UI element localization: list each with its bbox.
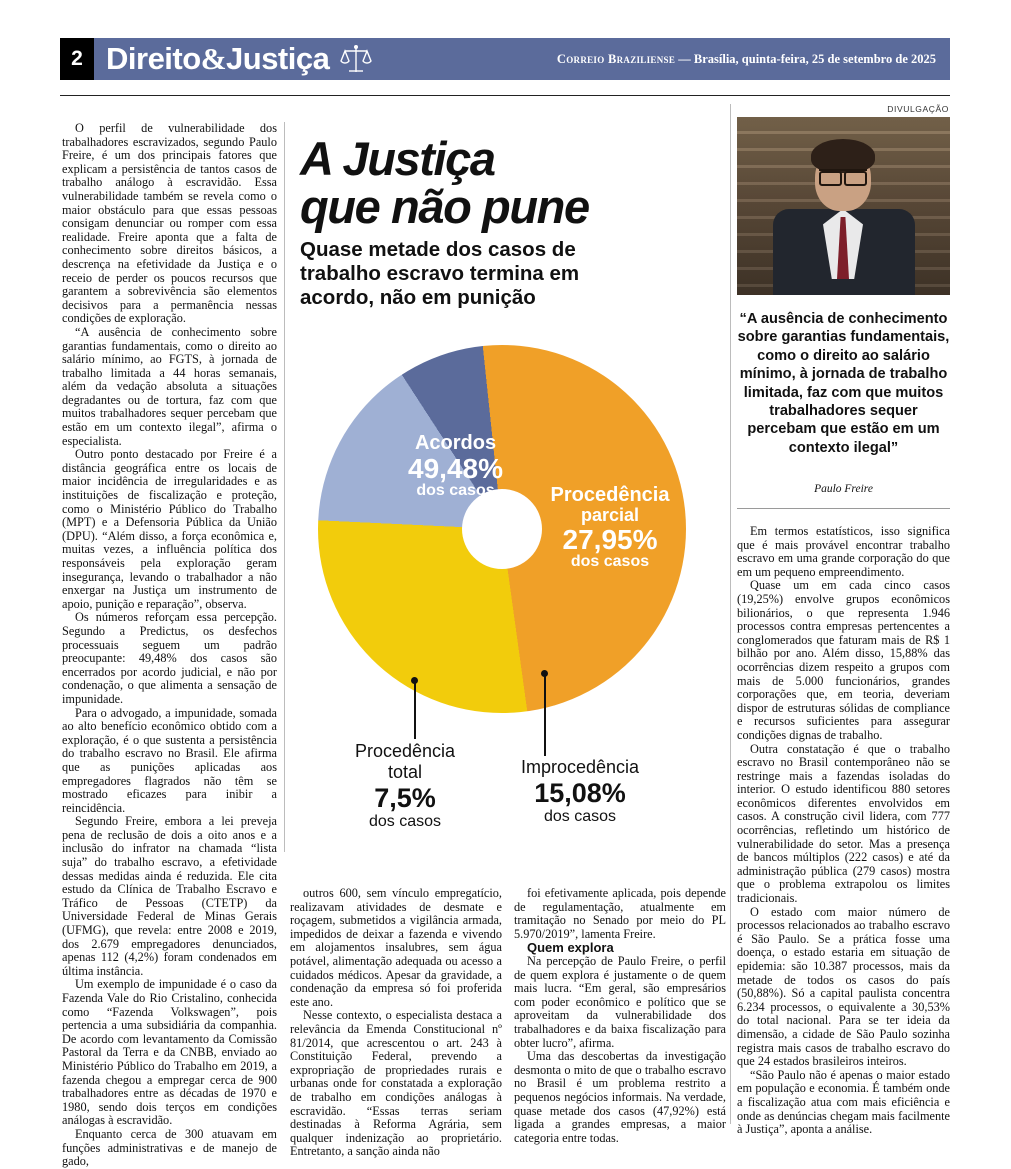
callout-total-name1: Procedência — [354, 741, 456, 761]
page-number: 2 — [60, 38, 94, 80]
section-title-second: Justiça — [226, 41, 330, 76]
portrait-photo — [737, 117, 950, 295]
header-rule — [60, 95, 950, 96]
column-divider-1 — [284, 122, 285, 852]
callout-total-sub: dos casos — [368, 813, 442, 830]
callout-total-name2: total — [387, 762, 423, 782]
section-title — [94, 41, 387, 77]
paragraph: Em termos estatísticos, isso significa que é mais provável encontrar trabalho escravo em uma grande corporação do que em um pequeno empreendimento. — [737, 524, 950, 579]
pie-label-acordos-name: Acordos — [414, 432, 497, 454]
paragraph: Na percepção de Paulo Freire, o perfil de quem explora é justamente o de quem mais lucra. “Em geral, são empresários com poder econômico e político que se aproveitam da vulnerabilidade dos trabalhadores e da baixa fiscalização para obter lucro”, afirma. — [514, 953, 726, 1050]
callout-line-improcedencia — [544, 674, 546, 756]
article-column-1 — [62, 122, 277, 1169]
paragraph: foi efetivamente aplicada, pois depende de regulamentação, atualmente em tramitação no Senado por meio do PL 5.970/2019”, lamenta Freire. — [514, 886, 726, 941]
pie-label-acordos-sub: dos casos — [416, 482, 495, 500]
pie-label-acordos-value: 49,48% — [408, 453, 503, 484]
paragraph: outros 600, sem vínculo empregatício, realizavam atividades de desmate e roçagem, submetidos a vigilância armada, impedidos de deixar a fazenda e vivendo em alojamentos insalubres, sem água potável, alimentação adequada ou acesso a cuidados médicos. Apesar da gravidade, a condenação da empresa só foi proferida este ano. — [290, 886, 502, 1009]
paragraph: Para o advogado, a impunidade, somada ao alto benefício econômico obtido com a exploração, é o que sustenta a persistência do trabalho escravo no Brasil. Ele afirma que as punições aplicadas aos empregadores flagrados não têm se mostrado eficazes para inibir a reincidência. — [62, 705, 277, 815]
paragraph: Nesse contexto, o especialista destaca a relevância da Emenda Constitucional nº 81/2014, que acrescentou o art. 243 à Constituição Federal, prevendo a expropriação de propriedades rurais e urbanas onde for constatada a exploração de trabalho em condições análogas à escravidão. “Essas terras seriam destinadas à Reforma Agrária, sem qualquer indenização ao proprietário. Entretanto, a sanção ainda não — [290, 1008, 502, 1159]
paragraph: Outra constatação é que o trabalho escravo no Brasil contemporâneo não se restringe mais a fazendas isoladas do interior. O estudo identificou 880 setores econômicos diferentes envolvidos em casos. A construção civil lidera, com 777 ocorrências, refletindo um histórico de vulnerabilidade do setor. Mas a presença de bancos múltiplos (222 casos) e até da administração pública (279 casos) mostra que o problema extrapolou os limites tradicionais. — [737, 741, 950, 906]
article-column-3 — [514, 887, 726, 1145]
article-column-4 — [737, 525, 950, 1137]
paragraph: Uma das descobertas da investigação desmonta o mito de que o trabalho escravo no Brasil é um problema restrito a pequenos negócios informais. Na verdade, quase metade dos casos (47,92%) está ligada a grandes empresas, a maior categoria entre todas. — [514, 1049, 726, 1145]
callout-improcedencia-name: Improcedência — [520, 757, 640, 777]
photo-credit: DIVULGAÇÃO — [887, 104, 949, 114]
column-divider-2 — [730, 104, 731, 1124]
headline-deck: Quase metade dos casos de trabalho escravo termina em acordo, não em punição — [300, 238, 580, 309]
paragraph: Outro ponto destacado por Freire é a distância geográfica entre os locais de maior incidência de irregularidades e as instituições de fiscalização e proteção, como o Ministério Público do Trabalho (MPT) e a Defensoria Pública da União (DPU). “Além disso, a força econômica e, muitas vezes, a influência política dos responsáveis pela exploração geram insegurança, levando o trabalhador a não enxergar na Justiça um instrumento de apoio, punição e reparação”, observa. — [62, 447, 277, 611]
article-column-2 — [290, 887, 502, 1159]
paragraph: “A ausência de conhecimento sobre garantias fundamentais, como o direito ao salário mínimo, ao FGTS, à jornada de trabalho limitada a 44 horas semanais, além da vedação absoluta a situações degradantes ou de tortura, faz com que muitos trabalhadores sequer percebam que estão em um contexto ilegal”, afirma o especialista. — [62, 324, 277, 448]
pie-label-parcial-sub: dos casos — [570, 553, 650, 571]
pie-callout-improcedencia — [465, 757, 695, 826]
paragraph: Os números reforçam essa percepção. Segundo a Predictus, os desfechos processuais seguem um padrão preocupante: 49,48% dos casos são encerrados por acordo judicial, e não por condenação, o que alimenta a sensação de impunidade. — [62, 610, 277, 706]
headline-line-1: A Justiça — [300, 132, 495, 185]
headline-line-2: que não pune — [300, 180, 589, 233]
section-subhead: Quem explora — [527, 940, 614, 956]
newspaper-name: Correio Braziliense — [556, 51, 676, 66]
paragraph: Um exemplo de impunidade é o caso da Fazenda Vale do Rio Cristalino, conhecida como “Fazenda Volkswagen”, pois pertencia a uma subsidiária da companhia. De acordo com levantamento da Comissão Pastoral da Terra e da CNBB, enviado ao Ministério Público do Trabalho em 2019, a fazenda chegou a empregar cerca de 900 trabalhadores entre as décadas de 1970 e 1980, sendo dois terços em condições análogas à escravidão. — [62, 977, 277, 1128]
callout-improcedencia-sub: dos casos — [543, 808, 617, 825]
pie-label-acordos — [368, 433, 543, 500]
paragraph: O perfil de vulnerabilidade dos trabalhadores escravizados, segundo Paulo Freire, é um dos principais fatores que explicam a persistência de tantos casos de trabalho análogo à escravidão. Essa vulnerabilidade também se revela como o maior obstáculo para que essas pessoas consigam denunciar ou romper com essa realidade. Freire aponta que a falta de conhecimento sobre direitos básicos, a descrença na efetividade da Justiça e o receio de perder os poucos recursos que garantem a sobrevivência são elementos decisivos para a permanência nessas condições de exploração. — [62, 121, 277, 326]
masthead-edition — [557, 52, 950, 67]
pull-quote-author: Paulo Freire — [814, 483, 873, 495]
pie-chart — [290, 345, 710, 865]
pie-label-parcial-value: 27,95% — [562, 523, 658, 555]
callout-improcedencia-value: 15,08% — [534, 778, 626, 808]
paragraph: O estado com maior número de processos relacionados ao trabalho escravo é São Paulo. Se a prática fosse uma doença, o estado estaria em situação de epidemia: são 10.387 processos, mais da metade de todos os casos do país (50,88%). Só a capital paulista concentra 6.234 processos, o equivalente a 30,53% do total nacional. Para se ter ideia da dimensão, a cidade de São Paulo sozinha registra mais casos de trabalho escravo do que 24 estados brasileiros inteiros. — [737, 904, 950, 1069]
masthead — [60, 38, 950, 80]
paragraph: “São Paulo não é apenas o maior estado em população e economia. É também onde a fiscalização atua com mais eficiência e onde as denúncias chegam mais facilmente à Justiça”, aponta a análise. — [737, 1067, 950, 1137]
pie-label-parcial-name1: Procedência — [550, 484, 670, 506]
pie-label-procedencia-parcial — [530, 485, 690, 571]
paragraph: Segundo Freire, embora a lei preveja pena de reclusão de dois a oito anos e a inclusão do infrator na chamada “lista suja” do trabalho escravo, a efetividade dessas medidas ainda é reduzida. Ele cita estudo da Clínica de Trabalho Escravo e Tráfico de Pessoas (CTETP) da Universidade Federal de Minas Gerais (UFMG), que revela: entre 2008 e 2019, dos 2.679 empregadores denunciados, apenas 112 (4,2%) foram condenados em última instância. — [62, 814, 277, 978]
pull-quote: “A ausência de conhecimento sobre garantias fundamentais, como o direito ao salário mínimo, à jornada de trabalho limitada, faz com que muitos trabalhadores sequer percebam que estão em um contexto ilegal” — [737, 311, 950, 456]
callout-total-value: 7,5% — [374, 783, 436, 813]
section-title-amp: & — [200, 41, 227, 76]
section-title-main: Direito — [106, 41, 201, 76]
edition-date: — Brasília, quinta-feira, 25 de setembro de 2025 — [678, 51, 936, 66]
page-title — [300, 132, 680, 233]
quote-divider — [737, 508, 950, 509]
pie-label-parcial-name2: parcial — [580, 505, 640, 525]
paragraph: Enquanto cerca de 300 atuavam em funções administrativas e de manejo de gado, — [62, 1126, 277, 1169]
scales-of-justice-icon — [339, 42, 373, 76]
paragraph: Quase um em cada cinco casos (19,25%) envolve grupos econômicos bilionários, o que representa 1.946 processos contra empresas pertencentes a conglomerados que faturam mais de R$ 1 bilhão por ano. Além disso, 15,88% das ocorrências dizem respeito a grupos com mais de 5.000 funcionários, grandes corporações que, em teoria, deveriam dispor de estruturas sólidas de compliance e recursos suficientes para assegurar condições dignas de trabalho. — [737, 578, 950, 742]
callout-line-total — [414, 681, 416, 739]
